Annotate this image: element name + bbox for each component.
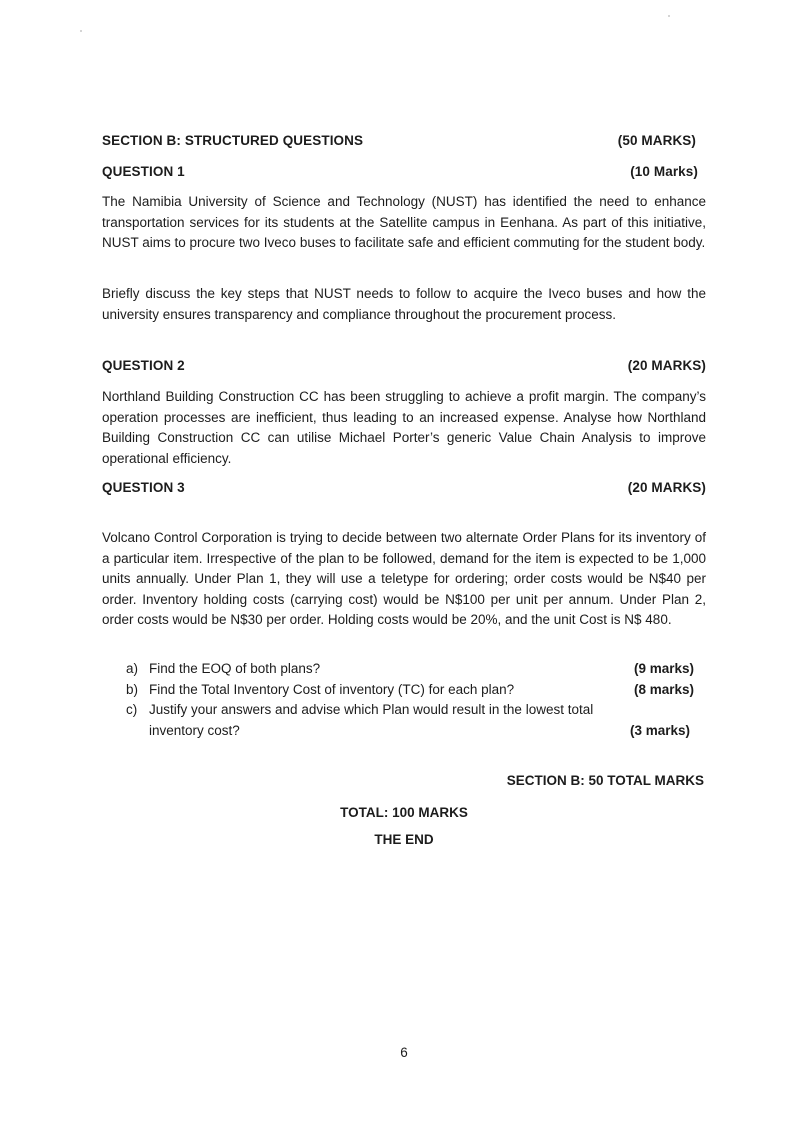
subquestion-text: Justify your answers and advise which Plan would result in the lowest total inventory cost?: [149, 702, 594, 738]
question-2-marks: (20 MARKS): [627, 358, 706, 373]
section-header: [102, 133, 706, 148]
subquestion-marks: (8 marks): [633, 681, 694, 697]
subquestion-letter: b): [126, 681, 139, 697]
subquestion-b: [126, 680, 698, 701]
question-3-title: QUESTION 3: [102, 480, 185, 495]
question-3-subquestions: [126, 659, 698, 741]
subquestion-letter: a): [126, 661, 139, 676]
question-2-title: QUESTION 2: [102, 358, 185, 373]
the-end: THE END: [374, 832, 434, 847]
grand-total: TOTAL: 100 MARKS: [340, 805, 468, 820]
question-1-paragraph-2: Briefly discuss the key steps that NUST needs to follow to acquire the Iveco buses and how the university ensures transparency and compliance throughout the procurement process.: [102, 286, 706, 322]
question-2-header: [102, 358, 706, 373]
question-3-paragraph: Volcano Control Corporation is trying to decide between two alternate Order Plans for its inventory of a particular item. Irrespective of the plan to be followed, demand for the item is expected to be 1,000 units annually. Under Plan 1, they will use a teletype for ordering; order costs would be N$40 per order. Inventory holding costs (carrying cost) would be N$100 per unit per annum. Under Plan 2, order costs would be N$30 per order. Holding costs would be 20%, and the unit Cost is N$ 480.: [102, 530, 706, 627]
page-number: 6: [400, 1045, 408, 1060]
subquestion-text: Find the EOQ of both plans?: [149, 661, 321, 676]
scan-speck: [668, 15, 670, 17]
question-2-paragraph: Northland Building Construction CC has been struggling to achieve a profit margin. The company’s operation processes are inefficient, thus leading to an increased expense. Analyse how Northland Building Construction CC can utilise Michael Porter’s generic Value Chain Analysis to improve operational efficiency.: [102, 389, 706, 466]
question-3-marks: (20 MARKS): [627, 480, 706, 495]
subquestion-marks: (9 marks): [633, 661, 694, 676]
question-1-paragraph-1: The Namibia University of Science and Technology (NUST) has identified the need to enhance transportation services for its students at the Satellite campus in Eenhana. As part of this initiative, NUST aims to procure two Iveco buses to facilitate safe and efficient commuting for the student body.: [102, 194, 706, 250]
question-3-header: [102, 480, 706, 495]
section-total: SECTION B: 50 TOTAL MARKS: [506, 773, 704, 788]
question-1-marks: (10 Marks): [630, 164, 698, 179]
subquestion-a: [126, 659, 698, 680]
subquestion-letter: c): [126, 702, 138, 717]
scan-speck: [80, 30, 82, 32]
subquestion-marks: (3 marks): [629, 722, 690, 738]
section-marks: (50 MARKS): [617, 133, 696, 148]
section-title: SECTION B: STRUCTURED QUESTIONS: [102, 133, 364, 148]
question-1-header: [102, 164, 706, 179]
question-1-title: QUESTION 1: [102, 164, 185, 179]
subquestion-c: [126, 700, 698, 741]
subquestion-text: Find the Total Inventory Cost of inventory (TC) for each plan?: [149, 681, 515, 697]
